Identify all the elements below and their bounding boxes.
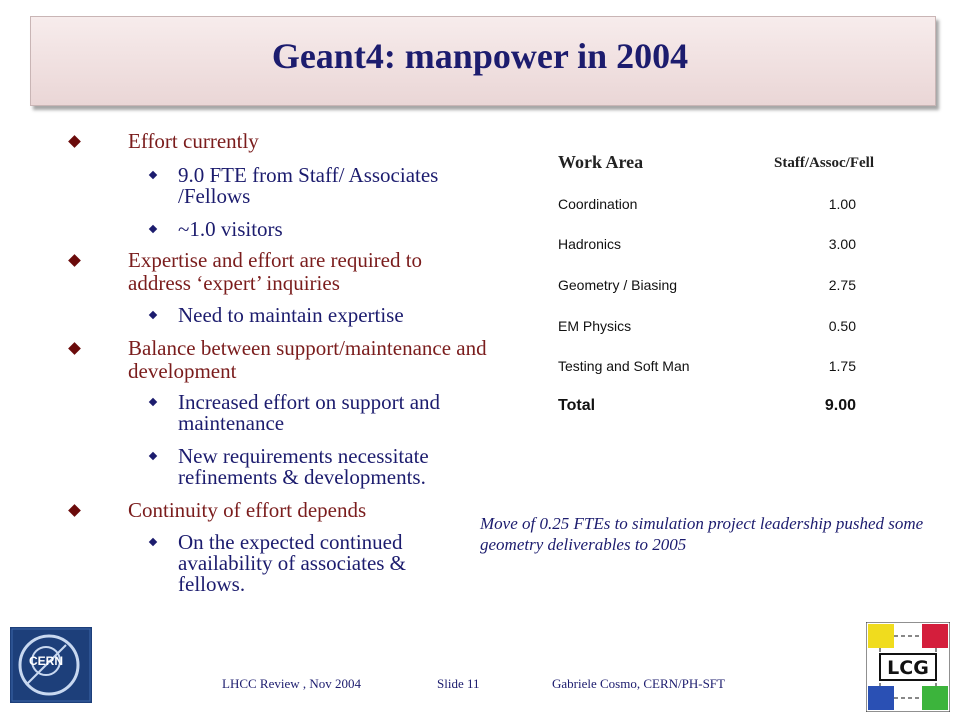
table-row-label: Geometry / Biasing	[558, 277, 678, 293]
table-row-label: EM Physics	[558, 318, 632, 334]
bullet-text: Expertise and effort are required to address ‘expert’ inquiries	[128, 248, 423, 295]
slide-title: Geant4: manpower in 2004	[271, 36, 689, 76]
table-header-staff: Staff/Assoc/Fell	[774, 155, 874, 171]
table-total-label: Total	[558, 397, 596, 414]
table-row-label: Hadronics	[558, 236, 622, 252]
sub-bullet-text: Increased effort on support and maintenance	[178, 390, 441, 435]
lcg-logo-icon	[866, 622, 950, 712]
diamond-bullet-icon	[68, 342, 81, 355]
diamond-bullet-icon	[149, 538, 157, 546]
diamond-bullet-icon	[68, 254, 81, 267]
table-total-value: 9.00	[824, 397, 856, 414]
footer-slide-number: Slide 11	[437, 676, 480, 691]
sub-bullet-text: On the expected continued availability of associates & fellows.	[178, 530, 407, 596]
bullet-text: Effort currently	[128, 129, 259, 153]
sub-bullet-text: New requirements necessitate refinements & developments.	[178, 444, 429, 489]
diamond-bullet-icon	[149, 225, 157, 233]
sub-bullet-text: ~1.0 visitors	[178, 217, 283, 241]
table-row-value: 2.75	[828, 277, 856, 293]
table-row-label: Testing and Soft Man	[558, 358, 690, 374]
footer-left: LHCC Review , Nov 2004	[222, 676, 362, 691]
diamond-bullet-icon	[149, 171, 157, 179]
svg-text:CERN: CERN	[29, 654, 64, 668]
table-row-label: Coordination	[558, 196, 638, 212]
table-row-value: 0.50	[828, 318, 856, 334]
sub-bullet-text: 9.0 FTE from Staff/ Associates /Fellows	[178, 163, 439, 208]
diamond-bullet-icon	[149, 452, 157, 460]
table-row-value: 3.00	[828, 236, 856, 252]
bullet-text: Continuity of effort depends	[128, 498, 367, 522]
cern-logo-icon	[10, 627, 92, 703]
diamond-bullet-icon	[149, 311, 157, 319]
diamond-bullet-icon	[68, 135, 81, 148]
italic-note: Move of 0.25 FTEs to simulation project leadership pushed some geometry deliverables to 2005	[480, 514, 924, 554]
diamond-bullet-icon	[68, 504, 81, 517]
sub-bullet-text: Need to maintain expertise	[178, 303, 404, 327]
table-row-value: 1.75	[828, 358, 856, 374]
table-row-value: 1.00	[828, 196, 856, 212]
bullet-text: Balance between support/maintenance and development	[128, 336, 487, 383]
table-header-work-area: Work Area	[558, 152, 644, 172]
svg-text:LCG: LCG	[887, 657, 929, 679]
diamond-bullet-icon	[149, 398, 157, 406]
footer-author: Gabriele Cosmo, CERN/PH-SFT	[552, 676, 725, 691]
